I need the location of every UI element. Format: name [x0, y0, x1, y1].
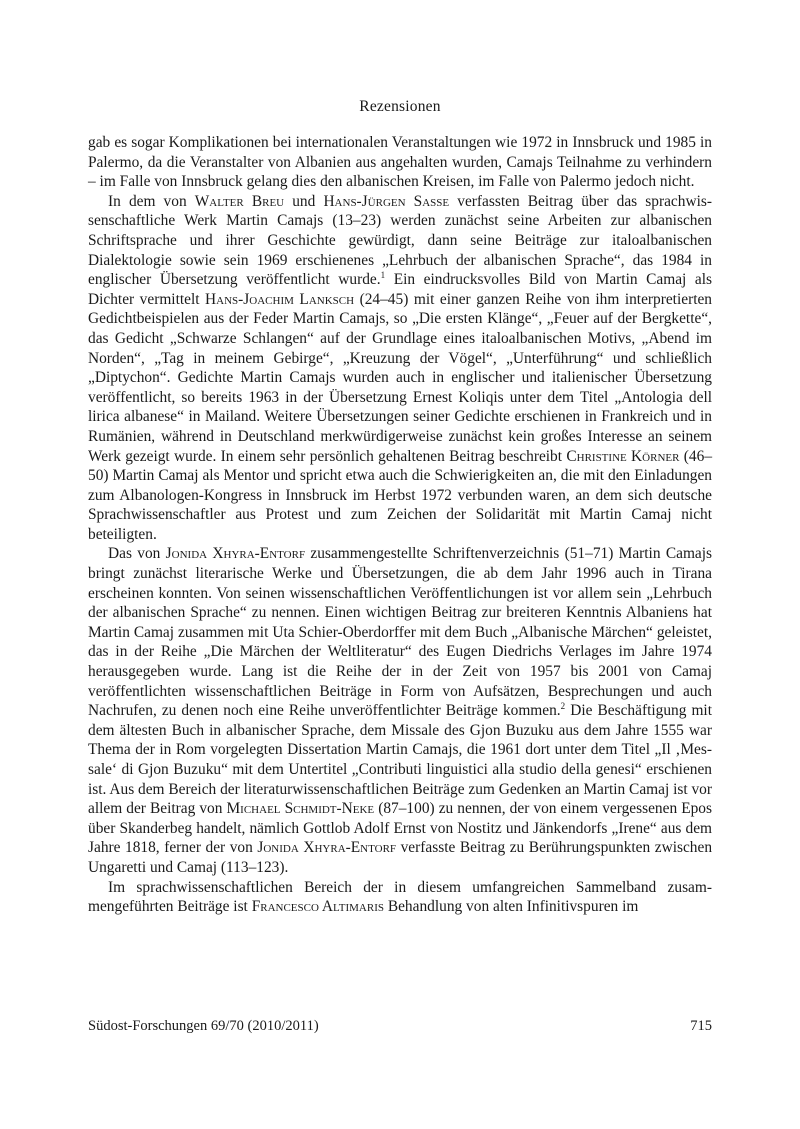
text-run: In dem von: [108, 192, 195, 210]
paragraph-2: [88, 192, 712, 545]
text-run: Die Beschäftigung mit dem ältesten Buch in albanischer Sprache, dem Missale des Gjon Buzuku aus dem Jahre 1555 war Thema der in Rom vorgelegten Dissertation Martin Camajs, die 1961 dort unter dem Titel „Il ‚Messale‘ di Gjon Buzuku“ mit dem Untertitel „Contributi linguistici alla studio della genesi“ erschienen ist. Aus dem Bereich der literaturwissenschaftlichen Beiträge zum Gedenken an Martin Camaj ist vor allem der Beitrag von: [88, 702, 712, 818]
text-run: (24–45) mit einer ganzen Reihe von ihm interpretierten Gedichtbeispielen aus der Feder Martin Camajs, so „Die ersten Klänge“, „Feuer auf der Bergkette“, das Gedicht „Schwarze Schlangen“ auf der Grundlage eines italoalbanischen Motivs, „Abend im Norden“, „Tag in meinem Gebirge“, „Kreuzung der Vögel“, „Unterführung“ und schließlich „Diptychon“. Gedichte Martin Camajs wurden auch in englischer und italienischer Übersetzung veröffentlicht, so bereits 1963 in der Übersetzung Ernest Koliqis unter dem Titel „Antologia dell lirica albanese“ in Mailand. Weitere Übersetzungen seiner Gedichte erschienen in Frankreich und in Rumänien, während in Deutschland merkwürdigerweise zunächst kein großes Interesse an seinem Werk gezeigt wurde. In einem sehr persönlich gehaltenen Beitrag beschreibt: [88, 290, 712, 465]
text-run: (46–50) Martin Camaj als Mentor und spricht etwa auch die Schwierigkeiten an, die mit den Einladungen zum Albanologen-Kongress in Innsbruck im Herbst 1972 verbunden waren, an dem sich deutsche Sprachwissenschaftler aus Protest und zum Zeichen der Solidarität mit Martin Camaj nicht beteiligten.: [88, 447, 713, 543]
author-name: Hans-Jürgen Sasse: [323, 192, 450, 210]
text-run: zusammengestellte Schriftenverzeichnis (51–71) Martin Camajs bringt zunächst literarische Werke und Übersetzungen, die ab dem Jahr 1996 auch in Tirana erscheinen konnten. Von seinen wissenschaftlichen Veröffentlichungen ist vor allem sein „Lehrbuch der albanischen Sprache“ zu nennen. Einen wichtigen Beitrag zur breiteren Kenntnis Albaniens hat Martin Camaj zusammen mit Uta Schier-Oberdorffer mit dem Buch „Albanische Märchen“ geleistet, das in der Reihe „Die Märchen der Weltliteratur“ des Eugen Diedrichs Verlages im Jahre 1974 herausgegeben wurde. Lang ist die Reihe der in der Zeit von 1957 bis 2001 von Camaj veröffentlichten wissenschaftlichen Beiträge in Form von Aufsätzen, Besprechungen und auch Nachrufen, zu denen noch eine Reihe unveröffentlichter Beiträge kommen.: [88, 545, 713, 720]
author-name: Francesco Altimaris: [251, 898, 384, 916]
text-run: verfasste Beitrag zu Berührungspunkten zwischen Ungaretti und Camaj (113–123).: [88, 839, 713, 876]
author-name: Michael Schmidt-Neke: [226, 800, 375, 818]
paragraph-4: [88, 878, 712, 917]
text-run: Das von: [108, 545, 166, 563]
review-body: [88, 133, 712, 917]
author-name: Hans-Joachim Lanksch: [205, 290, 355, 308]
paragraph-3: [88, 544, 712, 877]
text-run: (87–100) zu nennen, der von einem vergessenen Epos über Skanderbeg handelt, nämlich Gottlob Adolf Ernst von Nostitz und Jänkendorfs „Irene“ aus dem Jahre 1818, ferner der von: [88, 800, 712, 857]
footnote-marker[interactable]: 2: [560, 701, 566, 712]
author-name: Jonida Xhyra-Entorf: [165, 545, 306, 563]
text-run: Behandlung von alten Infinitivspuren im: [383, 898, 639, 916]
page-footer: [88, 1018, 712, 1035]
running-header: Rezensionen: [359, 98, 441, 115]
footnote-marker[interactable]: 1: [380, 270, 386, 281]
paragraph-1: gab es sogar Komplikationen bei internationalen Veranstaltungen wie 1972 in Innsbruck und 1985 in Palermo, da die Veranstalter von Albanien aus angehalten wurden, Camajs Teilnahme zu verhindern – im Falle von Innsbruck gelang dies den albanischen Kreisen, im Falle von Palermo jedoch nicht.: [88, 134, 712, 191]
author-name: Jonida Xhyra-Entorf: [257, 839, 397, 857]
text-run: verfassten Beitrag über das sprachwissenschaftliche Werk Martin Camajs (13–23) werden zunächst seine Arbeiten zur albanischen Schriftsprache und ihrer Geschichte gewürdigt, dann seine Beiträge zur italoalbanischen Dialektologie sowie sein 1969 erschienenes „Lehrbuch der albanischen Sprache“, das 1984 in englischer Übersetzung veröffentlicht wurde.: [88, 192, 712, 289]
page-number: 715: [690, 1018, 712, 1034]
author-name: Walter Breu: [194, 192, 285, 210]
text-run: Im sprachwissenschaftlichen Bereich der in diesem umfangreichen Sammelband zusammengeführten Beiträge ist: [88, 878, 712, 916]
text-run: Ein eindrucksvolles Bild von Martin Camaj als Dichter vermittelt: [88, 271, 712, 308]
text-run: und: [284, 192, 324, 210]
journal-citation: Südost-Forschungen 69/70 (2010/2011): [88, 1018, 319, 1034]
author-name: Christine Körner: [566, 447, 680, 465]
